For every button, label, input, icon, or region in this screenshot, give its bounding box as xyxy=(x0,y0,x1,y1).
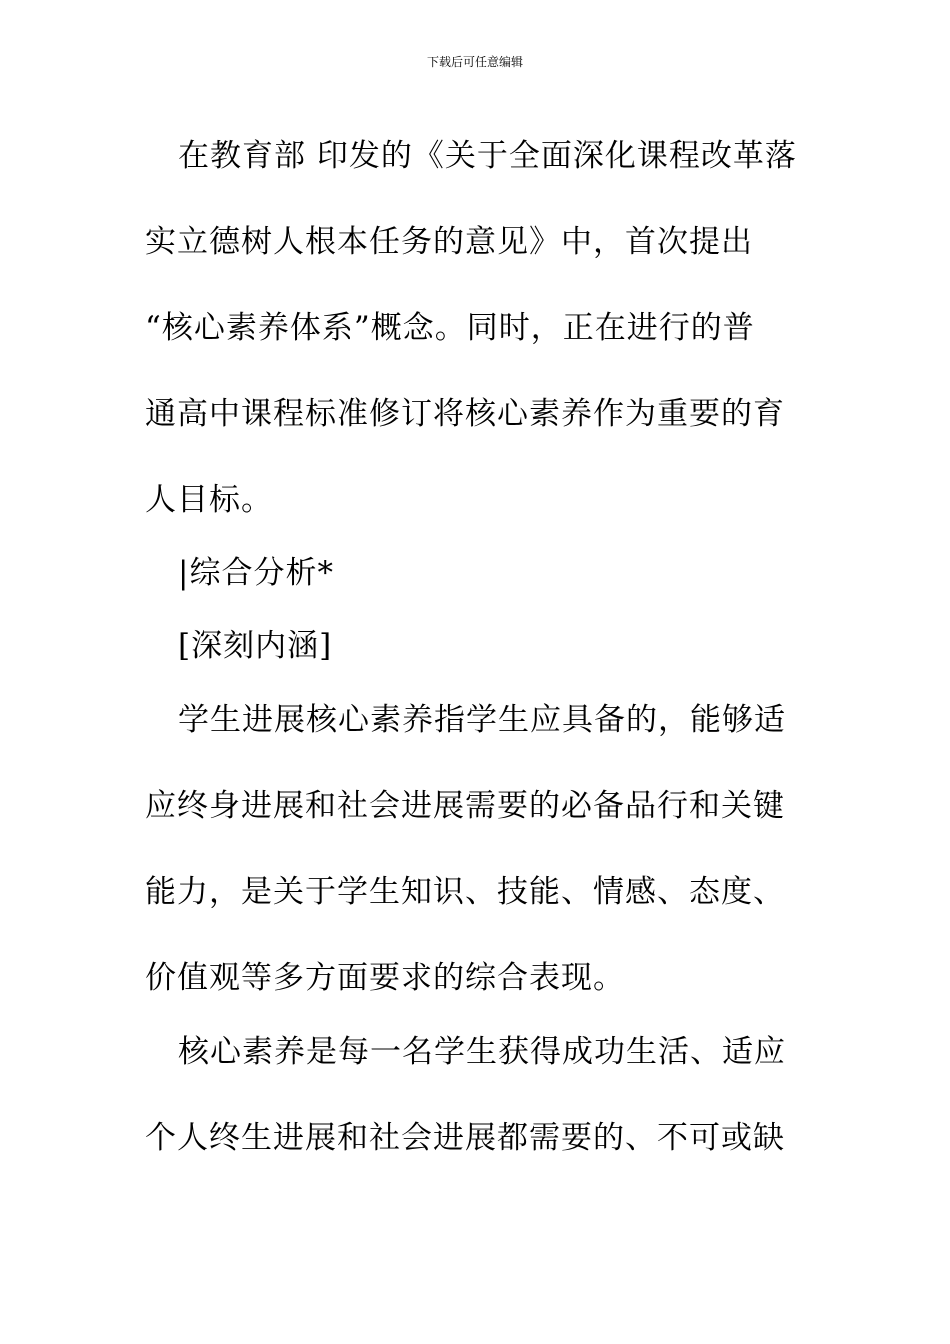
section-subheading: [深刻内涵] xyxy=(178,628,333,664)
paragraph-line: “核心素养体系”概念。同时，正在进行的普 xyxy=(145,310,755,346)
paragraph-line: 学生进展核心素养指学生应具备的，能够适 xyxy=(178,702,786,738)
paragraph-line: 通高中课程标准修订将核心素养作为重要的育 xyxy=(145,396,785,432)
paragraph-line: 实立德树人根本任务的意见》中，首次提出 xyxy=(145,224,753,260)
page-header: 下载后可任意编辑 xyxy=(426,55,523,69)
paragraph-line: 个人终生进展和社会进展都需要的、不可或缺 xyxy=(145,1120,785,1156)
section-heading: |综合分析* xyxy=(178,555,334,591)
paragraph-line: 在教育部 印发的《关于全面深化课程改革落 xyxy=(178,138,797,174)
paragraph-line: 价值观等多方面要求的综合表现。 xyxy=(145,960,625,996)
paragraph-line: 能力，是关于学生知识、技能、情感、态度、 xyxy=(145,874,785,910)
paragraph-line: 人目标。 xyxy=(145,482,273,518)
paragraph-line: 核心素养是每一名学生获得成功生活、适应 xyxy=(178,1034,786,1070)
paragraph-line: 应终身进展和社会进展需要的必备品行和关键 xyxy=(145,788,785,824)
